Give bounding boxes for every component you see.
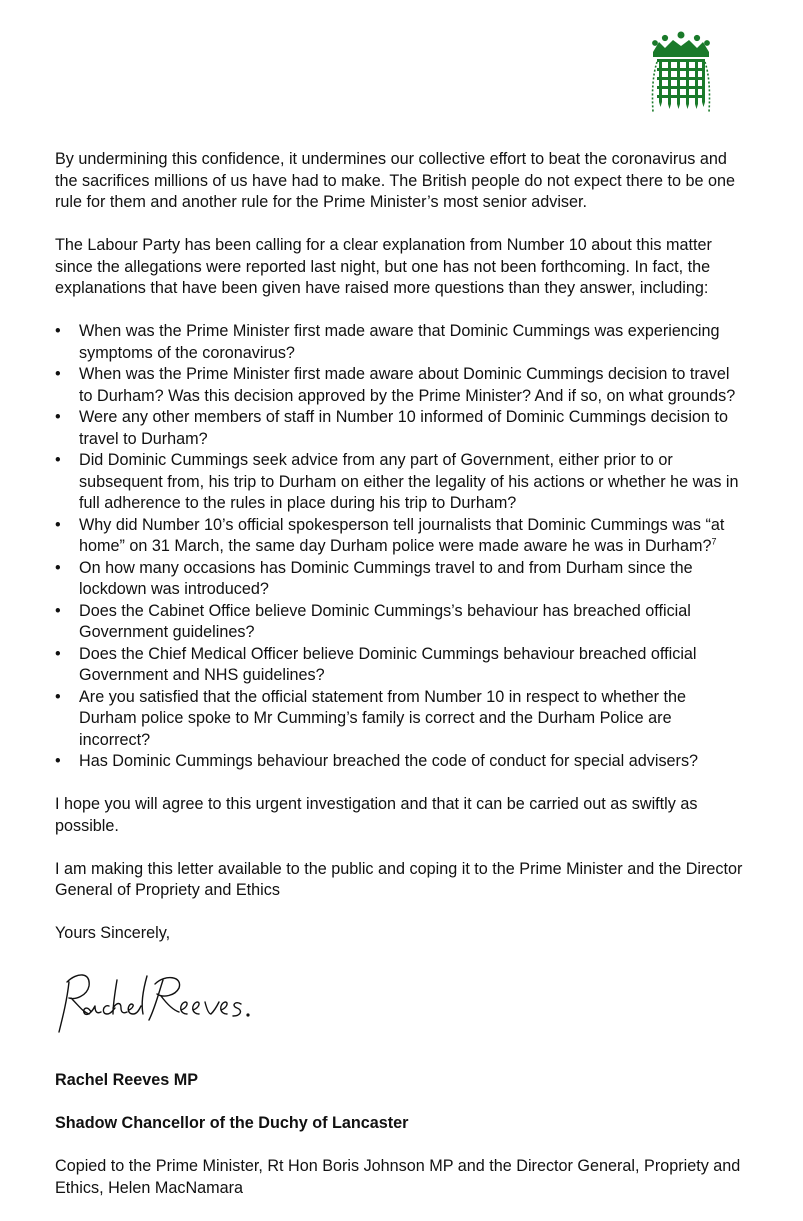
- list-item: • Why did Number 10’s official spokesperson tell journalists that Dominic Cummings was “at home” on 31 March, the same day Durham police were made aware he was in Durham?$^7$: [55, 515, 725, 555]
- bullet-icon: •: [55, 601, 61, 620]
- paragraph-labour-party: The Labour Party has been calling for a clear explanation from Number 10 about this matter since the allegations were reported last night, but one has not been forthcoming. In fact, the explanations that have been given have raised more questions than they answer, including:: [55, 236, 712, 297]
- bullet-icon: •: [55, 558, 61, 577]
- letter-body: [55, 149, 745, 1221]
- portcullis-icon: [651, 30, 711, 114]
- list-item: • When was the Prime Minister first made aware that Dominic Cummings was experiencing symptoms of the coronavirus?: [55, 322, 720, 362]
- signer-name: Rachel Reeves MP: [55, 1071, 199, 1089]
- list-item: • Has Dominic Cummings behaviour breached the code of conduct for special advisers?: [55, 751, 745, 773]
- questions-list: [55, 321, 745, 773]
- list-item: • Did Dominic Cummings seek advice from any part of Government, either prior to or subsequent from, his trip to Durham on either the legality of his actions or whether he was in full adherence to the rules in place during his trip to Durham?: [55, 451, 739, 512]
- signature-image: [55, 966, 275, 1040]
- paragraph-urgent-investigation: I hope you will agree to this urgent investigation and that it can be carried out as swiftly as possible.: [55, 795, 698, 835]
- bullet-icon: •: [55, 408, 61, 426]
- copied-to-note: Copied to the Prime Minister, Rt Hon Boris Johnson MP and the Director General, Propriety and Ethics, Helen MacNamara: [55, 1157, 741, 1197]
- list-item: • On how many occasions has Dominic Cummings travel to and from Durham since the lockdown was introduced?: [55, 558, 693, 598]
- signer-title: Shadow Chancellor of the Duchy of Lancaster: [55, 1114, 409, 1132]
- list-item: • When was the Prime Minister first made aware about Dominic Cummings decision to travel to Durham? Was this decision approved by the Prime Minister? And if so, on what grounds?: [55, 365, 736, 405]
- bullet-icon: •: [55, 687, 61, 706]
- sign-off: Yours Sincerely,: [55, 924, 171, 942]
- bullet-icon: •: [55, 752, 61, 770]
- list-item: • Does the Chief Medical Officer believe Dominic Cummings behaviour breached official Government and NHS guidelines?: [55, 644, 697, 684]
- bullet-icon: •: [55, 322, 61, 340]
- footnote-marker: 7: [711, 536, 717, 547]
- bullet-icon: •: [55, 644, 61, 663]
- paragraph-confidence: By undermining this confidence, it undermines our collective effort to beat the coronavirus and the sacrifices millions of us have had to make. The British people do not expect there to be one rule for them and another rule for the Prime Minister’s most senior adviser.: [55, 150, 735, 211]
- list-item: • Are you satisfied that the official statement from Number 10 in respect to whether the Durham police spoke to Mr Cumming’s family is correct and the Durham Police are incorrect?: [55, 687, 687, 749]
- bullet-icon: •: [55, 515, 61, 534]
- list-item: • Were any other members of staff in Number 10 informed of Dominic Cummings decision to travel to Durham?: [55, 408, 728, 448]
- paragraph-public-letter: I am making this letter available to the public and coping it to the Prime Minister and the Director General of Propriety and Ethics: [55, 859, 743, 899]
- bullet-icon: •: [55, 451, 61, 469]
- list-item: • Does the Cabinet Office believe Dominic Cummings’s behaviour has breached official Government guidelines?: [55, 601, 691, 641]
- bullet-icon: •: [55, 365, 61, 383]
